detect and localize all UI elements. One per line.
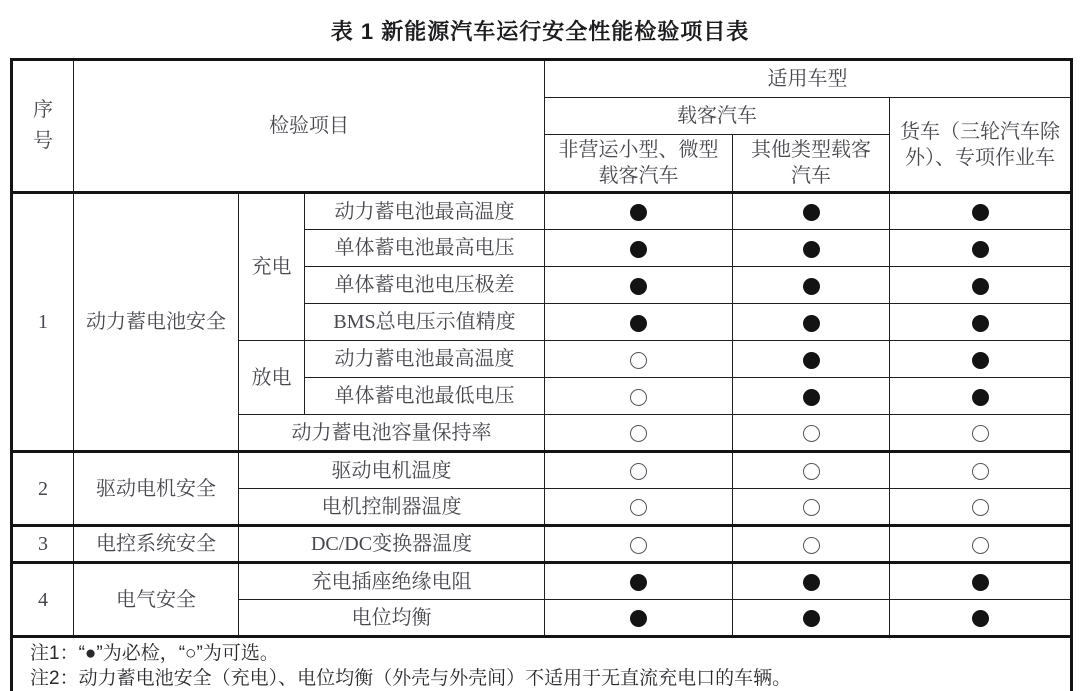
mark-cell [733,489,890,526]
serial-cell: 1 [12,193,74,452]
mark-cell [733,193,890,230]
mark-cell [890,267,1072,304]
mark-dot [630,574,647,591]
item-cell: 动力蓄电池最高温度 [305,193,545,230]
mark-cell [890,230,1072,267]
header-row-1 [12,60,1072,98]
mark-cell [890,526,1072,563]
mark-dot [972,499,989,516]
inspection-table [10,58,1073,691]
mark-dot [803,463,820,480]
subgroup-discharge-cell: 放电 [239,341,305,415]
mark-dot [972,278,989,295]
table-row [12,526,1072,563]
table-row [12,193,1072,230]
mark-dot [972,425,989,442]
section-name-cell: 电控系统安全 [74,526,239,563]
mark-dot [630,278,647,295]
header-passenger-vehicle: 载客汽车 [545,98,890,135]
mark-dot [630,425,647,442]
serial-cell: 2 [12,452,74,526]
header-other-passenger: 其他类型载客汽车 [733,135,890,193]
note-1: 注1：“●”为必检，“○”为可选。 [30,643,279,664]
mark-cell [545,452,733,489]
mark-dot [803,499,820,516]
mark-dot [630,315,647,332]
mark-cell [545,378,733,415]
mark-dot [803,315,820,332]
mark-cell [890,600,1072,637]
mark-cell [545,415,733,452]
header-serial-label: 序号 [33,99,53,152]
mark-cell [733,452,890,489]
mark-dot [972,537,989,554]
notes-row [12,637,1072,691]
item-cell: 单体蓄电池电压极差 [305,267,545,304]
serial-cell: 4 [12,563,74,637]
mark-cell [733,304,890,341]
subgroup-charge-cell: 充电 [239,193,305,341]
header-non-operating-small-passenger: 非营运小型、微型载客汽车 [545,135,733,193]
mark-dot [972,315,989,332]
mark-dot [803,574,820,591]
header-truck: 货车（三轮汽车除外）、专项作业车 [890,98,1072,193]
mark-dot [803,425,820,442]
table-row [12,452,1072,489]
mark-dot [972,352,989,369]
mark-dot [803,278,820,295]
mark-cell [890,193,1072,230]
mark-cell [545,341,733,378]
mark-dot [630,352,647,369]
mark-cell [890,341,1072,378]
mark-cell [890,415,1072,452]
mark-cell [890,452,1072,489]
header-inspection-item: 检验项目 [74,60,545,193]
mark-cell [545,193,733,230]
mark-dot [630,537,647,554]
mark-cell [545,563,733,600]
item-cell: 充电插座绝缘电阻 [239,563,545,600]
mark-cell [545,489,733,526]
mark-cell [890,304,1072,341]
mark-cell [733,341,890,378]
item-cell: BMS总电压示值精度 [305,304,545,341]
mark-cell [545,230,733,267]
table-header [12,60,1072,193]
mark-dot [803,352,820,369]
table-title: 表 1 新能源汽车运行安全性能检验项目表 [330,19,750,44]
item-cell: 驱动电机温度 [239,452,545,489]
mark-dot [803,389,820,406]
table-body [12,193,1072,691]
section-name-cell: 驱动电机安全 [74,452,239,526]
mark-dot [630,499,647,516]
mark-dot [803,204,820,221]
section-name-cell: 电气安全 [74,563,239,637]
mark-dot [630,389,647,406]
mark-cell [890,563,1072,600]
mark-cell [733,563,890,600]
mark-cell [733,600,890,637]
mark-cell [733,415,890,452]
mark-dot [972,389,989,406]
notes-cell [12,637,1072,691]
item-cell: 单体蓄电池最低电压 [305,378,545,415]
header-applicable-vehicle: 适用车型 [545,60,1072,98]
mark-dot [803,241,820,258]
mark-cell [733,230,890,267]
mark-cell [545,267,733,304]
mark-dot [630,241,647,258]
item-cell: 动力蓄电池最高温度 [305,341,545,378]
item-cell: DC/DC变换器温度 [239,526,545,563]
mark-dot [803,610,820,627]
item-cell: 动力蓄电池容量保持率 [239,415,545,452]
mark-dot [630,610,647,627]
mark-dot [630,463,647,480]
mark-cell [545,526,733,563]
mark-dot [972,574,989,591]
mark-cell [545,600,733,637]
mark-cell [733,267,890,304]
mark-dot [803,537,820,554]
note-2: 注2：动力蓄电池安全（充电）、电位均衡（外壳与外壳间）不适用于无直流充电口的车辆。 [30,668,792,690]
mark-cell [733,378,890,415]
section-name-cell: 动力蓄电池安全 [74,193,239,452]
mark-dot [630,204,647,221]
mark-dot [972,610,989,627]
table-row [12,563,1072,600]
mark-cell [890,378,1072,415]
item-cell: 电机控制器温度 [239,489,545,526]
mark-cell [890,489,1072,526]
item-cell: 单体蓄电池最高电压 [305,230,545,267]
mark-dot [972,241,989,258]
serial-cell: 3 [12,526,74,563]
mark-dot [972,204,989,221]
header-serial [12,60,74,193]
mark-cell [733,526,890,563]
mark-cell [545,304,733,341]
mark-dot [972,463,989,480]
item-cell: 电位均衡 [239,600,545,637]
